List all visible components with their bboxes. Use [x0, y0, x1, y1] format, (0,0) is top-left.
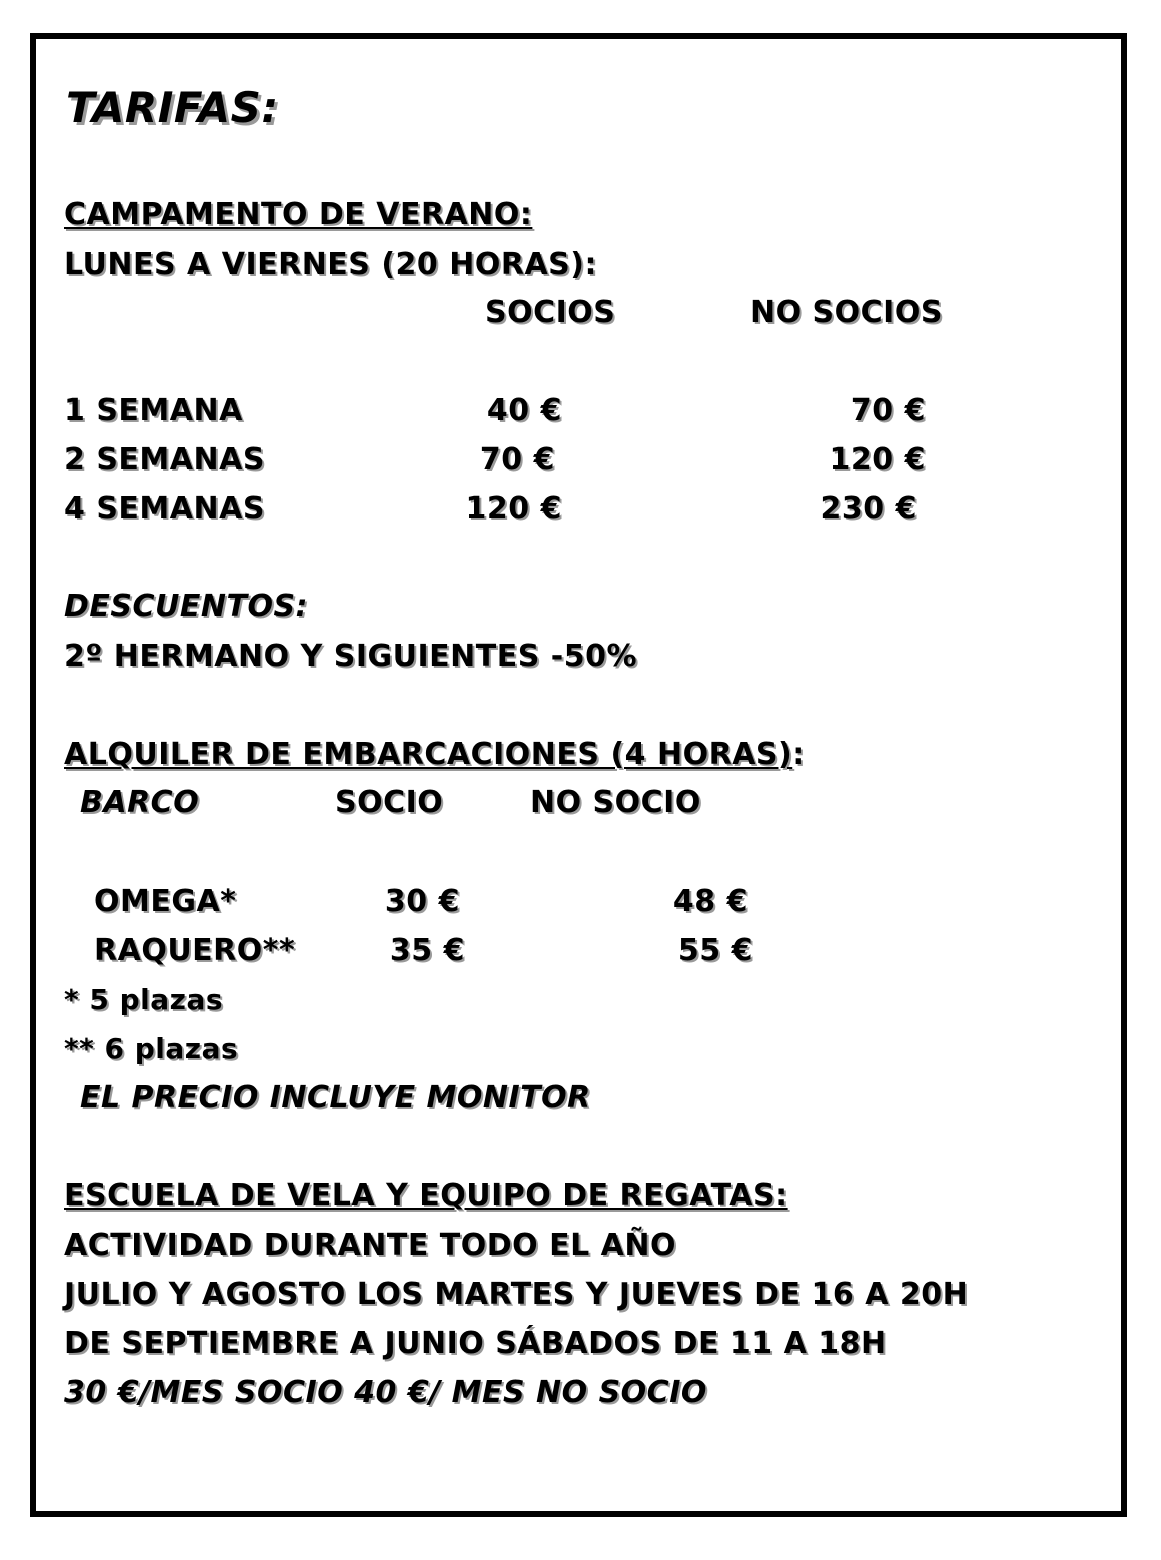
campamento-row-socios: 70 € [479, 442, 555, 477]
campamento-row-socios: 40 € [486, 393, 562, 428]
alquiler-col-no-socio: NO SOCIO [530, 785, 701, 820]
escuela-line-actividad: ACTIVIDAD DURANTE TODO EL AÑO [64, 1228, 676, 1263]
campamento-row-no-socios: 70 € [850, 393, 926, 428]
escuela-line-precio: 30 €/MES SOCIO 40 €/ MES NO SOCIO [64, 1375, 707, 1410]
descuentos-text: 2º HERMANO Y SIGUIENTES -50% [64, 639, 638, 674]
campamento-row-label: 2 SEMANAS [64, 442, 265, 477]
campamento-row-no-socios: 120 € [829, 442, 926, 477]
alquiler-heading-text: ALQUILER DE EMBARCACIONES (4 HORAS) [64, 737, 793, 772]
alquiler-col-socio: SOCIO [335, 785, 444, 820]
escuela-line-julio-agosto: JULIO Y AGOSTO LOS MARTES Y JUEVES DE 16 A 20H [64, 1277, 969, 1312]
alquiler-heading [64, 737, 805, 773]
alquiler-row-label: RAQUERO** [94, 933, 296, 968]
escuela-heading: ESCUELA DE VELA Y EQUIPO DE REGATAS: [64, 1178, 788, 1213]
campamento-subheading: LUNES A VIERNES (20 HORAS): [64, 247, 597, 282]
alquiler-row-socio: 35 € [389, 933, 465, 968]
alquiler-note-5-plazas: * 5 plazas [64, 983, 224, 1016]
alquiler-row-socio: 30 € [384, 884, 460, 919]
descuentos-heading: DESCUENTOS: [64, 589, 309, 624]
alquiler-row-no-socio: 48 € [672, 884, 748, 919]
alquiler-note-6-plazas: ** 6 plazas [64, 1032, 239, 1065]
escuela-line-septiembre-junio: DE SEPTIEMBRE A JUNIO SÁBADOS DE 11 A 18H [64, 1326, 887, 1361]
alquiler-note-monitor: EL PRECIO INCLUYE MONITOR [80, 1080, 591, 1115]
alquiler-heading-colon: : [792, 737, 805, 772]
alquiler-row-no-socio: 55 € [677, 933, 753, 968]
campamento-row-socios: 120 € [465, 491, 562, 526]
campamento-row-label: 4 SEMANAS [64, 491, 265, 526]
alquiler-row-label: OMEGA* [94, 884, 237, 919]
campamento-heading: CAMPAMENTO DE VERANO: [64, 197, 533, 232]
campamento-row-label: 1 SEMANA [64, 393, 243, 428]
campamento-col-socios: SOCIOS [485, 295, 616, 330]
campamento-col-no-socios: NO SOCIOS [750, 295, 943, 330]
campamento-row-no-socios: 230 € [820, 491, 917, 526]
page-title: TARIFAS: [66, 83, 279, 132]
alquiler-col-barco: BARCO [80, 785, 200, 820]
